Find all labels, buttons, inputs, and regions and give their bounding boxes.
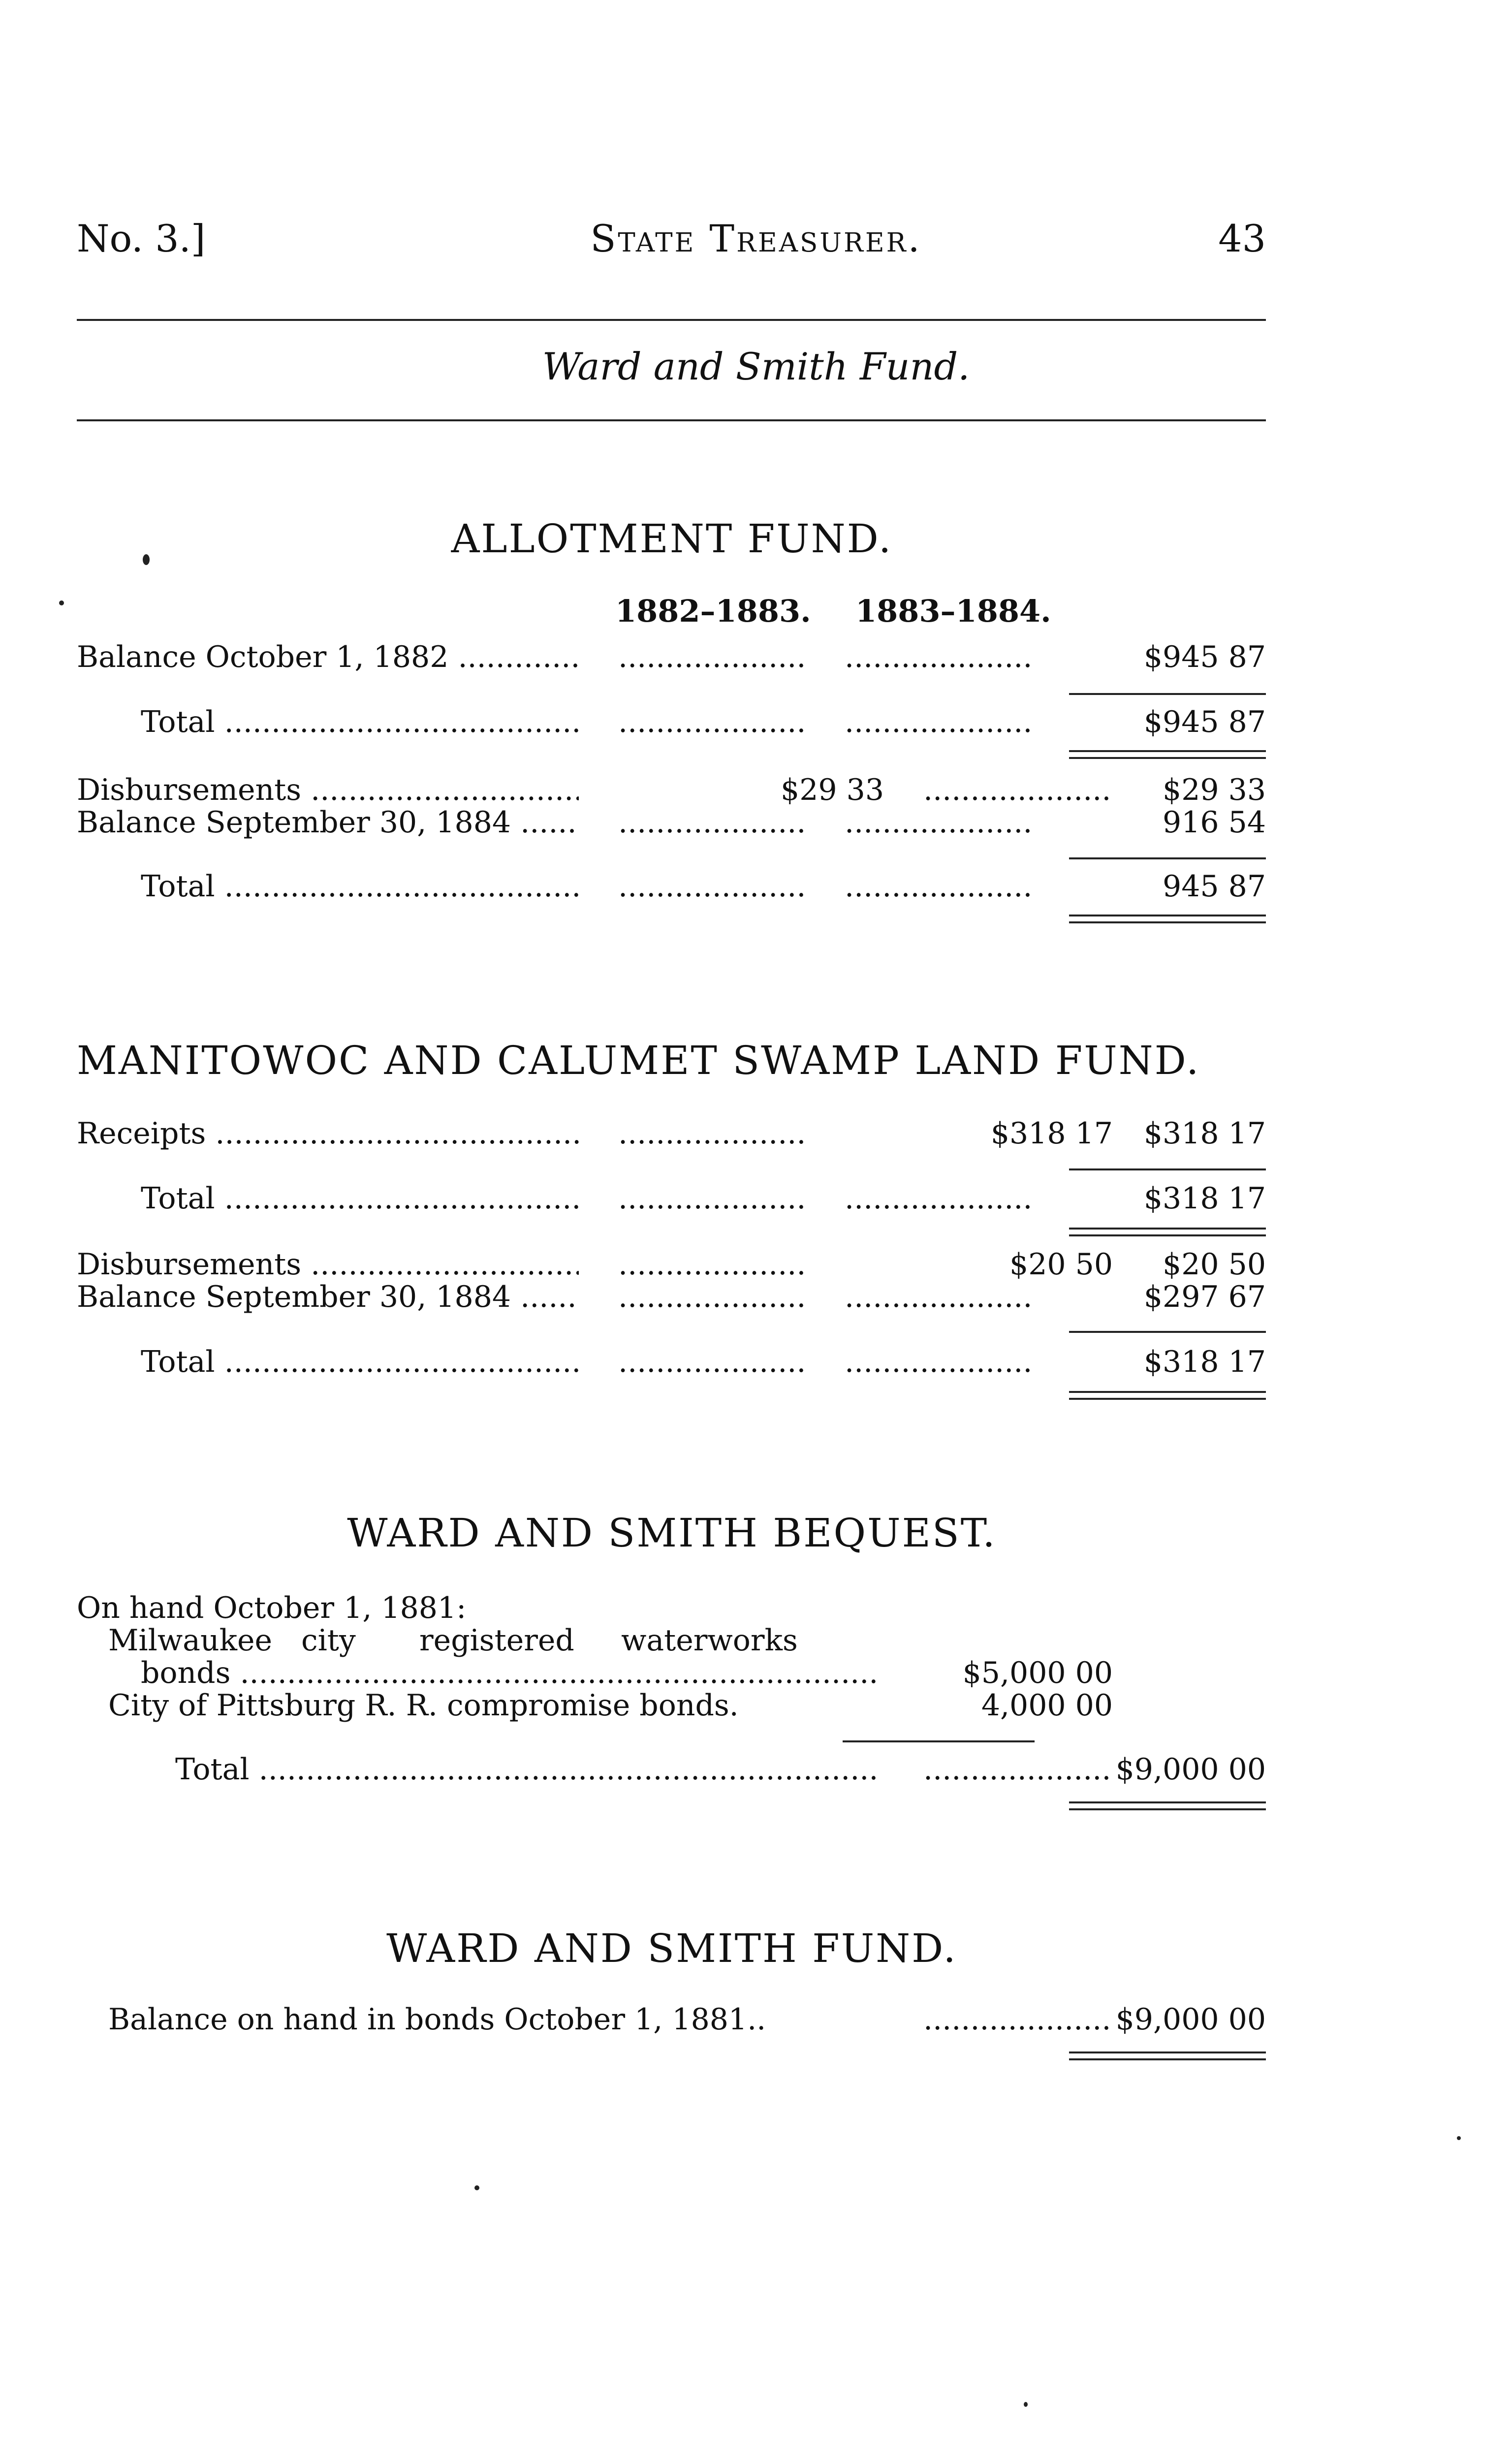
table-row <box>77 1280 1266 1314</box>
page-number: 43 <box>1218 217 1266 260</box>
word: registered <box>419 1623 574 1658</box>
row-col2: $5,000 00 <box>962 1656 1113 1690</box>
sum-line <box>1069 1331 1266 1333</box>
table-row <box>77 1181 1266 1216</box>
row-total: $20 50 <box>1163 1247 1266 1282</box>
bequest-title: WARD AND SMITH BEQUEST. <box>347 1510 997 1556</box>
row-col1 <box>618 1247 805 1282</box>
ink-speck <box>59 600 64 605</box>
table-row <box>77 1345 1266 1379</box>
col-header-1883: 1883–1884. <box>855 593 1051 629</box>
row-col1: $29 33 <box>781 773 884 807</box>
sum-line <box>1069 857 1266 859</box>
row-col2 <box>845 1345 1032 1379</box>
row-col2: 4,000 00 <box>981 1688 1113 1723</box>
sum-line <box>843 1740 1035 1742</box>
sum-line <box>1069 693 1266 695</box>
table-row <box>77 805 1266 840</box>
rule-top <box>77 319 1266 321</box>
ink-speck <box>1457 2136 1461 2140</box>
table-row <box>77 1116 1266 1151</box>
row-label: Total ..... <box>141 705 579 739</box>
row-label: Balance September 30, 1884 ..... <box>77 805 579 840</box>
row-label: Disbursements ..... <box>77 773 579 807</box>
header-running-title <box>0 217 1512 260</box>
word: city <box>301 1623 356 1658</box>
ink-speck <box>474 2185 479 2190</box>
row-col1 <box>618 1116 805 1151</box>
row-total: $9,000 00 <box>1115 1752 1266 1787</box>
double-rule <box>1069 1801 1266 1810</box>
word: Milwaukee <box>108 1623 272 1658</box>
page-subtitle: Ward and Smith Fund. <box>542 345 970 388</box>
table-row <box>77 1688 1266 1723</box>
row-total: $945 87 <box>1143 640 1266 674</box>
ink-speck <box>143 554 150 565</box>
row-col1 <box>618 705 805 739</box>
row-label: Total ..... <box>141 1345 579 1379</box>
bequest-on-hand <box>77 1591 1266 1625</box>
row-label: Total ..... <box>141 1181 579 1216</box>
header-section-number: No. 3.] <box>77 217 206 260</box>
fund-title: WARD AND SMITH FUND. <box>386 1925 957 1971</box>
row-col2 <box>923 1752 1110 1787</box>
row-col1 <box>618 1181 805 1216</box>
row-col2 <box>845 705 1032 739</box>
row-total: $29 33 <box>1163 773 1266 807</box>
row-total: $318 17 <box>1143 1116 1266 1151</box>
row-col2 <box>845 1181 1032 1216</box>
row-total: $297 67 <box>1143 1280 1266 1314</box>
row-col2 <box>845 640 1032 674</box>
row-col2 <box>923 2002 1110 2037</box>
row-total: 916 54 <box>1163 805 1266 840</box>
table-row <box>77 2002 1266 2037</box>
rule-bottom <box>77 419 1266 421</box>
row-label: Balance September 30, 1884 ..... <box>77 1280 579 1314</box>
row-label: On hand October 1, 1881: <box>77 1591 467 1625</box>
col-header-1882: 1882–1883. <box>615 593 811 629</box>
table-row <box>77 773 1266 807</box>
double-rule <box>1069 2051 1266 2060</box>
bequest-line-milwaukee <box>77 1623 815 1658</box>
row-total: $9,000 00 <box>1115 2002 1266 2037</box>
row-col2 <box>845 869 1032 904</box>
row-col1 <box>618 640 805 674</box>
row-col1 <box>618 1280 805 1314</box>
row-label: Balance October 1, 1882 ..... <box>77 640 579 674</box>
row-col2 <box>845 1280 1032 1314</box>
row-col1 <box>618 869 805 904</box>
row-label: City of Pittsburg R. R. compromise bonds. <box>108 1688 739 1723</box>
ink-speck <box>1024 2402 1028 2407</box>
row-total: $318 17 <box>1143 1345 1266 1379</box>
row-label: bonds ..... <box>141 1656 879 1690</box>
row-label: Total ..... <box>141 869 579 904</box>
row-col2: $318 17 <box>990 1116 1113 1151</box>
double-rule <box>1069 1391 1266 1400</box>
row-label: Total ..... <box>175 1752 879 1787</box>
row-col1 <box>618 1345 805 1379</box>
table-row <box>77 705 1266 739</box>
double-rule <box>1069 750 1266 759</box>
allotment-title: ALLOTMENT FUND. <box>451 516 893 562</box>
row-col2 <box>923 773 1110 807</box>
double-rule <box>1069 915 1266 923</box>
row-label: Balance on hand in bonds October 1, 1881.. <box>108 2002 766 2037</box>
table-row <box>77 1247 1266 1282</box>
table-row <box>77 640 1266 674</box>
manitowoc-title: MANITOWOC AND CALUMET SWAMP LAND FUND. <box>77 1038 1200 1083</box>
row-label: Receipts ..... <box>77 1116 579 1151</box>
word: waterworks <box>621 1623 798 1658</box>
row-total: $318 17 <box>1143 1181 1266 1216</box>
table-row <box>77 1752 1266 1787</box>
row-total: 945 87 <box>1163 869 1266 904</box>
row-label: Disbursements ..... <box>77 1247 579 1282</box>
running-title-text: State Treasurer. <box>590 217 922 260</box>
double-rule <box>1069 1228 1266 1236</box>
row-col2 <box>845 805 1032 840</box>
table-row <box>77 869 1266 904</box>
row-total: $945 87 <box>1143 705 1266 739</box>
sum-line <box>1069 1168 1266 1170</box>
row-col1 <box>618 805 805 840</box>
row-col2: $20 50 <box>1009 1247 1113 1282</box>
table-row <box>77 1656 1266 1690</box>
